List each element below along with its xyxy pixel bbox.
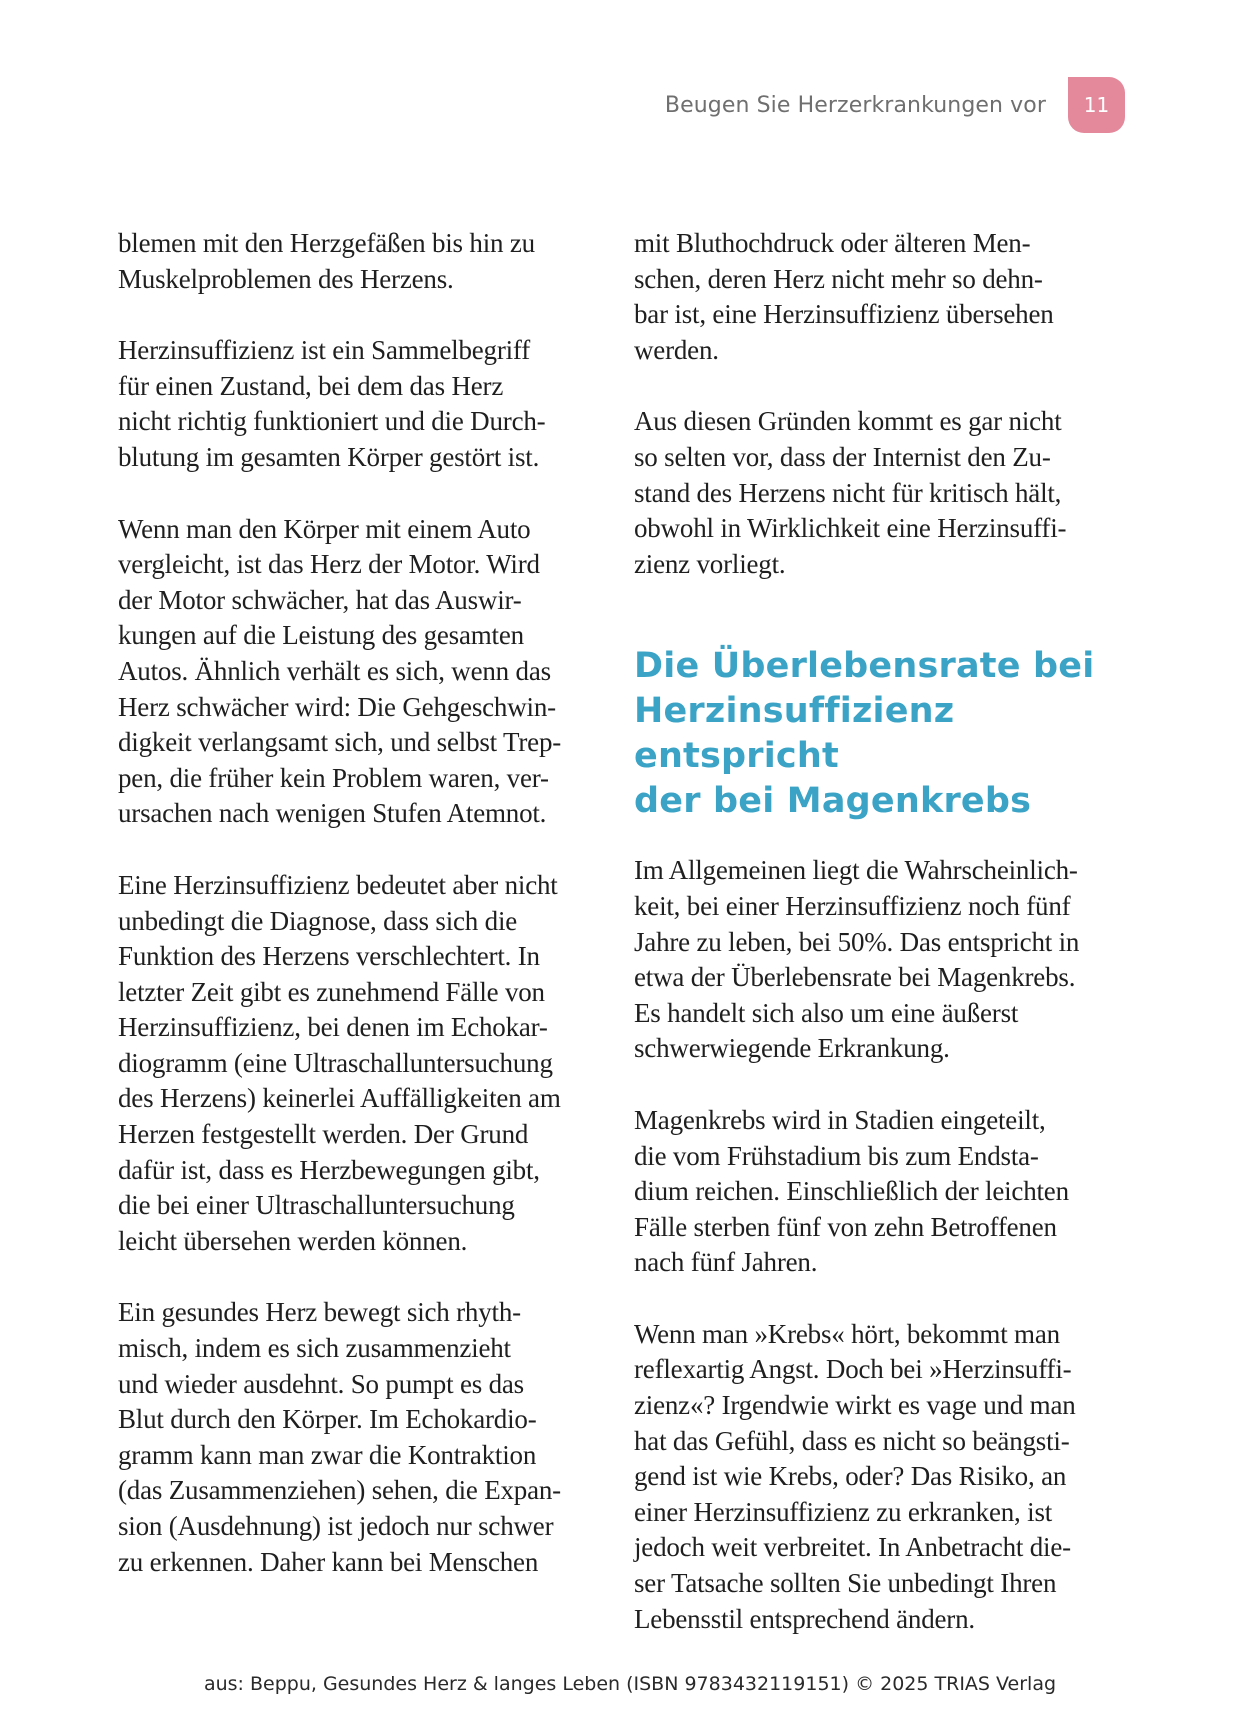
paragraph: Aus diesen Gründen kommt es gar nicht so selten vor, dass der Internist den Zu- stand des Herzens nicht für kritisch hält, obwohl in Wirklichkeit eine Herzinsuffi- zienz vorliegt.	[634, 406, 1067, 579]
paragraph: Eine Herzinsuffizienz bedeutet aber nicht unbedingt die Diagnose, dass sich die Funktion des Herzens verschlechtert. In letzter Zeit gibt es zunehmend Fälle von Herzinsuffizienz, bei denen im Echokar- diogramm (eine Ultraschalluntersuchung des Herzens) keinerlei Auffälligkeiten am Herzen festgestellt werden. Der Grund dafür ist, dass es Herzbewegungen gibt, die bei einer Ultraschalluntersuchung leicht übersehen werden können.	[118, 869, 561, 1256]
paragraph: Magenkrebs wird in Stadien eingeteilt, die vom Frühstadium bis zum Endsta- dium reichen. Einschließlich der leichten Fälle sterben fünf von zehn Betroffenen nach fünf Jahren.	[634, 1104, 1069, 1278]
paragraph: Wenn man den Körper mit einem Auto vergleicht, ist das Herz der Motor. Wird der Motor schwächer, hat das Auswir- kungen auf die Leistung des gesamten Autos. Ähnlich verhält es sich, wenn das Herz schwächer wird: Die Gehgeschwin- digkeit verlangsamt sich, und selbst Trep- pen, die früher kein Problem waren, ver- ursachen nach wenigen Stufen Atemnot.	[118, 513, 562, 829]
section-heading: Die Überlebensrate bei Herzinsuffizienz entspricht der bei Magenkrebs	[634, 646, 1095, 822]
page-header	[665, 77, 1125, 133]
page-number-badge: 11	[1068, 77, 1125, 133]
paragraph: Im Allgemeinen liegt die Wahrscheinlich- keit, bei einer Herzinsuffizienz noch fünf Jahre zu leben, bei 50%. Das entspricht in etwa der Überlebensrate bei Magenkrebs. Es handelt sich also um eine äußerst schwerwiegende Erkrankung.	[634, 855, 1080, 1064]
paragraph: Ein gesundes Herz bewegt sich rhyth- misch, indem es sich zusammenzieht und wieder ausdehnt. So pumpt es das Blut durch den Körper. Im Echokardio- gramm kann man zwar die Kontraktion (das Zusammenziehen) sehen, die Expan- sion (Ausdehnung) ist jedoch nur schwer zu erkennen. Daher kann bei Menschen	[118, 1297, 561, 1577]
source-footer: aus: Beppu, Gesundes Herz & langes Leben (ISBN 9783432119151) © 2025 TRIAS Verlag	[203, 1673, 1057, 1695]
right-column	[634, 226, 1130, 1673]
paragraph: mit Bluthochdruck oder älteren Men- schen, deren Herz nicht mehr so dehn- bar ist, eine Herzinsuffizienz übersehen werden.	[634, 228, 1054, 365]
paragraph: Herzinsuffizienz ist ein Sammelbegriff für einen Zustand, bei dem das Herz nicht richtig funktioniert und die Durch- blutung im gesamten Körper gestört ist.	[118, 335, 546, 472]
paragraph: Wenn man »Krebs« hört, bekommt man reflexartig Angst. Doch bei »Herzinsuffi- zienz«? Irgendwie wirkt es vage und man hat das Gefühl, dass es nicht so beängsti- gend ist wie Krebs, oder? Das Risiko, an einer Herzinsuffizienz zu erkranken, ist jedoch weit verbreitet. In Anbetracht die- ser Tatsache sollten Sie unbedingt Ihren Lebensstil entsprechend ändern.	[634, 1318, 1076, 1634]
paragraph: blemen mit den Herzgefäßen bis hin zu Muskelproblemen des Herzens.	[118, 228, 535, 294]
running-header-title: Beugen Sie Herzerkrankungen vor	[664, 92, 1046, 118]
left-column	[118, 226, 608, 1616]
